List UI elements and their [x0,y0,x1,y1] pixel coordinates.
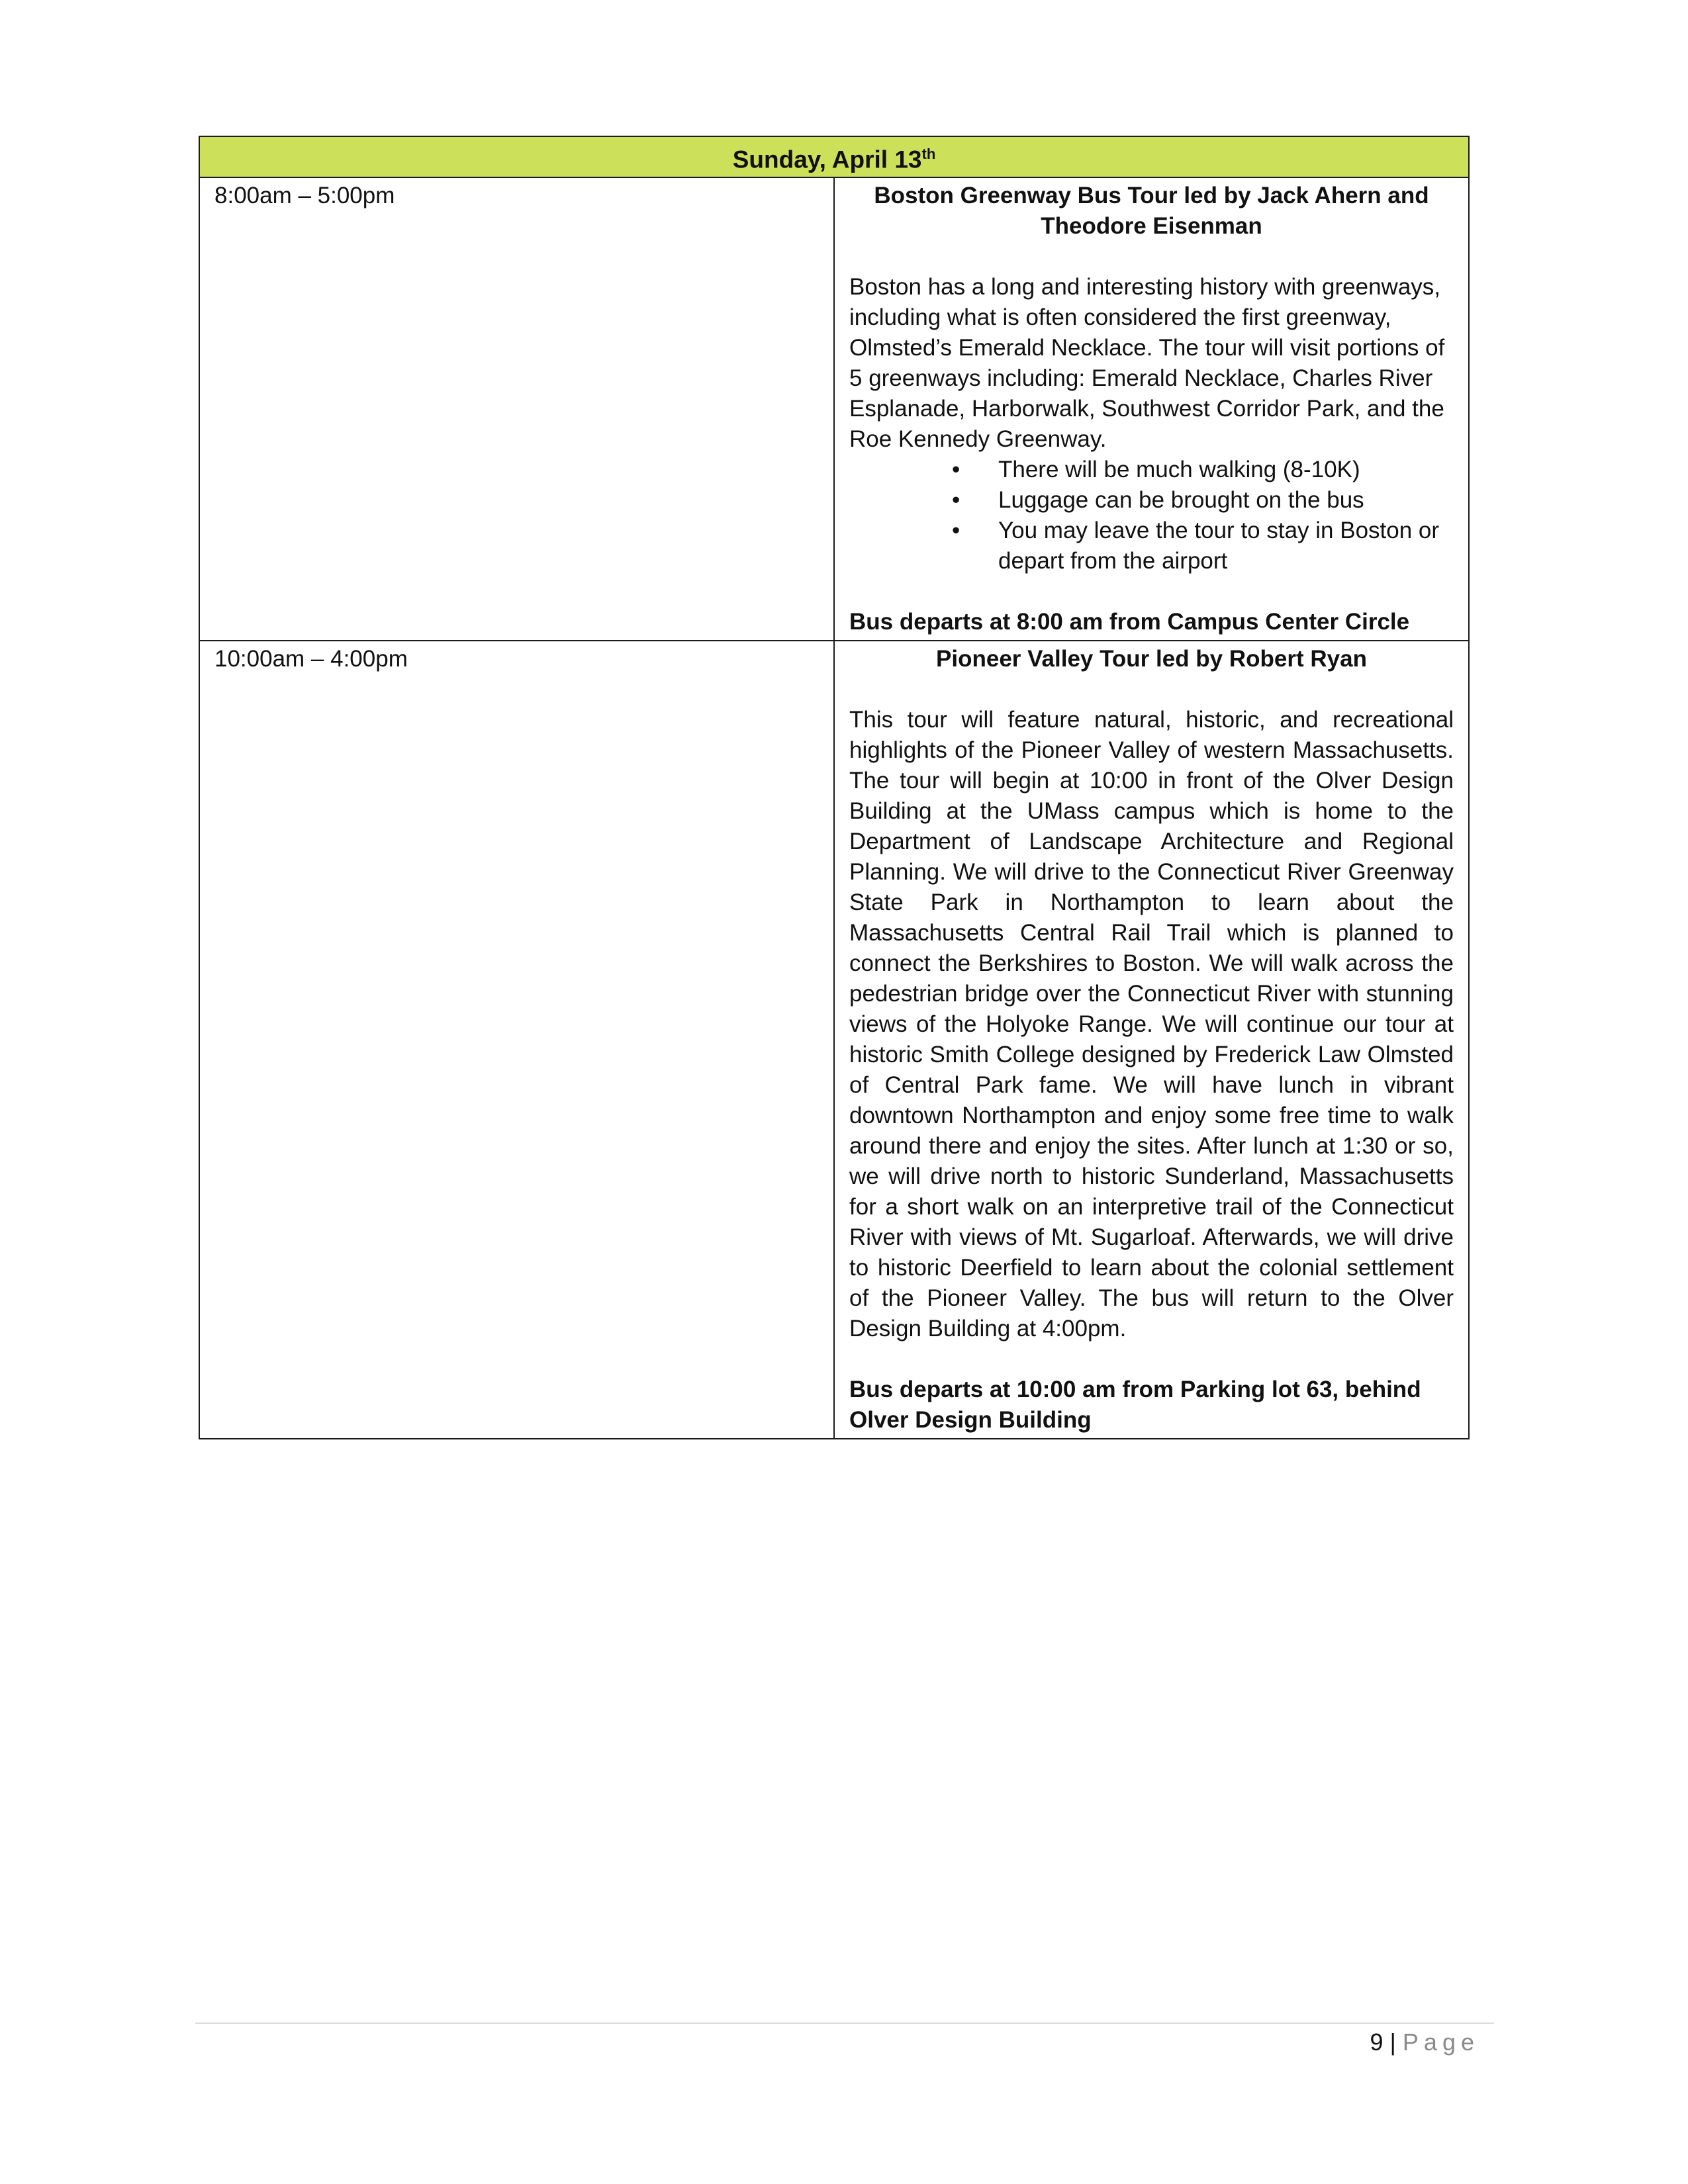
day-header-row [199,136,1469,177]
event-departure: Bus departs at 10:00 am from Parking lot 63, behind Olver Design Building [849,1377,1421,1433]
footer-divider [195,2023,1494,2024]
bullet-text: You may leave the tour to stay in Boston or depart from the airport [998,518,1440,574]
day-title: Sunday, April 13 [732,146,922,173]
event-row-pioneer-valley [199,641,1469,1439]
list-item [952,455,1454,485]
bullet-text: Luggage can be brought on the bus [998,487,1364,514]
event-time: 8:00am – 5:00pm [199,177,834,641]
event-title: Boston Greenway Bus Tour led by Jack Ahern and Theodore Eisenman [874,183,1429,240]
event-bullet-list [849,455,1454,576]
event-time: 10:00am – 4:00pm [199,641,834,1439]
day-suffix: th [921,146,936,162]
bullet-icon: • [952,518,961,544]
bullet-text: There will be much walking (8-10K) [998,457,1360,483]
event-departure: Bus departs at 8:00 am from Campus Center Circle [849,609,1410,635]
page-label: Page [1402,2028,1479,2056]
event-details [834,177,1469,641]
page-footer [1370,2028,1480,2057]
event-description: This tour will feature natural, historic, and recreational highlights of the Pioneer Valley of western Massachusetts. The tour will begin at 10:00 in front of the Olver Design Building at the UMass campus which is home to the Department of Landscape Architecture and Regional Planning. We will drive to the Connecticut River Greenway State Park in Northampton to learn about the Massachusetts Central Rail Trail which is planned to connect the Berkshires to Boston. We will walk across the pedestrian bridge over the Connecticut River with stunning views of the Holyoke Range. We will continue our tour at historic Smith College designed by Frederick Law Olmsted of Central Park fame. We will have lunch in vibrant downtown Northampton and enjoy some free time to walk around there and enjoy the sites. After lunch at 1:30 or so, we will drive north to historic Sunderland, Massachusetts for a short walk on an interpretive trail of the Connecticut River with views of Mt. Sugarloaf. Afterwards, we will drive to historic Deerfield to learn about the colonial settlement of the Pioneer Valley. The bus will return to the Olver Design Building at 4:00pm. [849,707,1454,1342]
page-number: 9 [1370,2028,1383,2056]
event-description: Boston has a long and interesting history with greenways, including what is often considered the first greenway, Olmsted’s Emerald Necklace. The tour will visit portions of 5 greenways including: Emerald Necklace, Charles River Esplanade, Harborwalk, Southwest Corridor Park, and the Roe Kennedy Greenway. [849,274,1445,453]
day-header [199,136,1469,177]
event-row-boston [199,177,1469,641]
event-title: Pioneer Valley Tour led by Robert Ryan [936,646,1367,672]
bullet-icon: • [952,457,961,483]
page-separator: | [1389,2028,1396,2056]
list-item [952,516,1454,576]
bullet-icon: • [952,487,961,514]
list-item [952,485,1454,516]
schedule-table [199,136,1470,1439]
event-details [834,641,1469,1439]
